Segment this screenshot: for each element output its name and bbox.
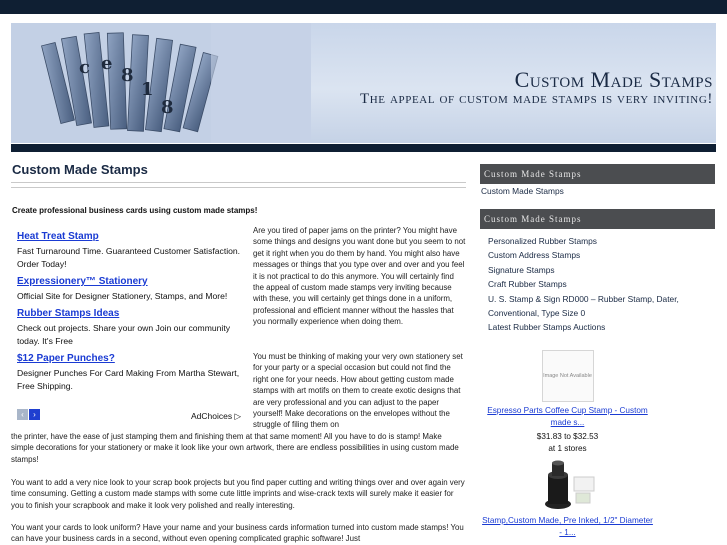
ad-title-link[interactable]: Rubber Stamps Ideas [17,308,120,319]
sidebar-link[interactable]: Personalized Rubber Stamps [488,236,597,246]
site-title[interactable]: Custom Made Stamps [514,67,713,92]
sidebar-link[interactable]: U. S. Stamp & Sign RD000 – Rubber Stamp, Dater, Conventional, Type Size 0 [488,293,679,319]
ad-description: Check out projects. Share your own Join our community today. It's Free [17,323,231,346]
ad-item[interactable] [17,275,247,303]
ad-description: Fast Turnaround Time. Guaranteed Customer Satisfaction. Order Today! [17,246,241,269]
sidebar-heading: Custom Made Stamps [480,164,715,184]
ad-description: Designer Punches For Card Making From Martha Stewart, Free Shipping. [17,368,240,391]
ad-item[interactable] [17,307,247,348]
product-item [480,457,655,538]
sidebar [480,152,716,545]
product-price: $31.83 to $32.53 [536,432,599,441]
nav-bar [11,144,716,152]
sidebar-link[interactable]: Signature Stamps [488,264,555,275]
article-subheading: Create professional business cards using custom made stamps! [12,206,258,215]
article-paragraph: You must be thinking of making your very own stationery set for your party or a special occasion but could not find the right one for your needs. How about getting custom made stamps with art motifs on them to create exotic designs that are very professional and you can adjust to the paper yourself! Make decorations on the envelopes without the struggle of filing them on [253,352,463,430]
ad-title-link[interactable]: Expressionery™ Stationery [17,276,148,287]
title-divider [11,182,466,183]
article-paragraph: Are you tired of paper jams on the printer? You might have some things and designs you want done but you seem to not get it right when you do them by hand. You might also have messages or things that you type over and over and you feel it is not practical to do this anymore. You will certainly find the appeal of custom made stamps very inviting because with these, you will certainly get things done in a uniform, professional and efficient manner without the hassles that you normally experience when doing them. [253,226,466,327]
ad-block [17,230,247,424]
stamp-product-image[interactable] [538,457,598,511]
site-tagline: The appeal of custom made stamps is very inviting! [360,91,713,107]
product-link[interactable]: Espresso Parts Coffee Cup Stamp - Custom made s... [487,406,648,427]
ad-title-link[interactable]: $12 Paper Punches? [17,353,115,364]
ad-title-link[interactable]: Heat Treat Stamp [17,231,99,242]
product-stores: at 1 stores [548,443,587,453]
ad-item[interactable] [17,230,247,271]
site-header [11,23,716,143]
ad-description: Official Site for Designer Stationery, Stamps, and More! [17,291,228,301]
svg-text:c: c [79,57,90,78]
top-bar [0,0,727,14]
product-link[interactable]: Stamp,Custom Made, Pre Inked, 1/2" Diameter - 1... [482,516,653,537]
sidebar-link[interactable]: Latest Rubber Stamps Auctions [488,322,606,333]
sidebar-heading: Custom Made Stamps [480,209,715,229]
sidebar-link[interactable]: Craft Rubber Stamps [488,279,567,290]
stamp-blocks-image [11,23,311,143]
article-paragraph: You want to add a very nice look to your scrap book projects but you find paper cutting and writing things over and over again very time consuming. Getting a custom made stamps with some cute little imprints and wise-crack texts will surely make it easier for you to finish your scrapbook and make it look very polished and really interesting. [11,478,465,510]
product-image-placeholder[interactable]: Image Not Available [542,350,594,402]
page-title: Custom Made Stamps [12,162,148,177]
svg-text:8: 8 [161,97,174,118]
article-paragraph-continued: the printer, have the ease of just stamping them and finishing them at that same moment! All you have to do is stamp! Make simple decorations for your stationery or make it look like your own artwork, there are endless possibilities in using custom made stamps! [11,432,459,464]
product-item [480,350,655,454]
ad-next-button[interactable]: › [29,409,40,420]
ad-pagination [17,409,41,427]
svg-text:8: 8 [121,65,134,86]
main-content [11,152,466,545]
sidebar-link[interactable]: Custom Address Stamps [488,250,581,261]
ad-item[interactable] [17,352,247,393]
svg-text:1: 1 [141,79,154,100]
sidebar-link-list [488,234,716,335]
svg-text:e: e [101,53,113,74]
ad-prev-button[interactable]: ‹ [17,409,28,420]
article-paragraph: You want your cards to look uniform? Have your name and your business cards information turned into custom made stamps! You can have your business cards in a second, without even opening complicated graphic software! Just [11,523,464,544]
adchoices-link[interactable]: AdChoices ▷ [191,411,242,421]
title-divider-secondary [11,187,466,188]
sidebar-link[interactable]: Custom Made Stamps [481,186,564,196]
